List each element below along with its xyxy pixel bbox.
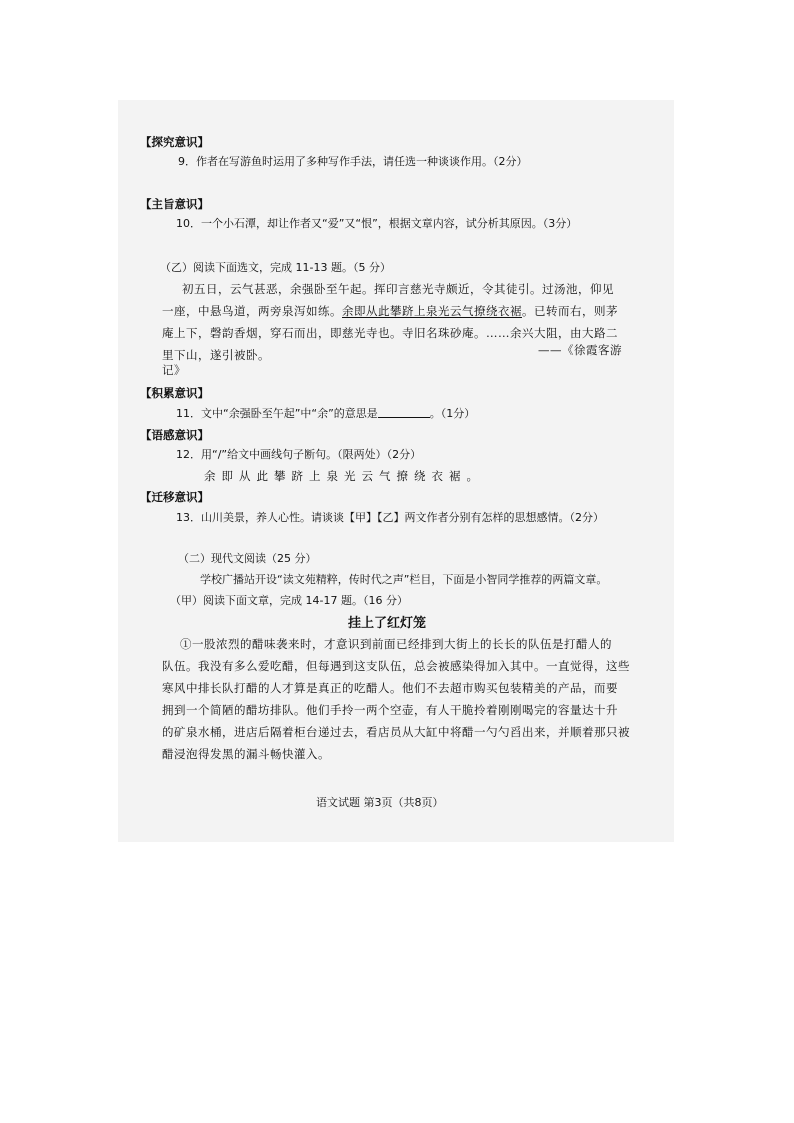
reading-yi-title: （乙）阅读下面选文，完成 11-13 题。（5 分） (160, 261, 391, 274)
question-11 (176, 406, 475, 422)
section-heading-yugan: 【语感意识】 (140, 428, 209, 442)
question-10: 10．一个小石潭，却让作者又“爱”又“恨”，根据文章内容，试分析其原因。（3分） (176, 217, 578, 230)
article-line-4: 拥到一个简陋的醋坊排队。他们手拎一两个空壶，有人干脆拎着刚刚喝完的容量达十升 (162, 703, 618, 717)
reading-jia-title: （甲）阅读下面文章，完成 14-17 题。（16 分） (170, 594, 408, 607)
passage-yi-line-2-pre: 一座，中悬鸟道，两旁泉泻如练。 (162, 304, 342, 318)
question-11-text: 11．文中“余强卧至午起”中“余”的意思是 (176, 407, 378, 420)
section-heading-qianyi: 【迁移意识】 (140, 490, 209, 504)
article-line-3: 寒风中排长队打醋的人才算是真正的吃醋人。他们不去超市购买包装精美的产品，而要 (162, 681, 618, 695)
modern-reading-heading: （二）现代文阅读（25 分） (178, 552, 317, 565)
question-9: 9．作者在写游鱼时运用了多种写作手法，请任选一种谈谈作用。（2分） (178, 155, 528, 168)
underlined-sentence: 余即从此攀跻上泉光云气撩绕衣裾 (342, 304, 522, 318)
passage-yi-line-2-post: 。已转而右，则茅 (522, 304, 618, 318)
passage-yi-source-a: ——《徐霞客游 (538, 343, 622, 357)
section-heading-tanjiu: 【探究意识】 (140, 135, 209, 149)
page-footer: 语文试题 第3页（共8页） (316, 796, 444, 809)
article-title: 挂上了红灯笼 (348, 616, 427, 631)
passage-yi-line-1: 初五日，云气甚恶，余强卧至午起。挥印言慈光寺颇近，令其徒引。过汤池，仰见 (182, 282, 614, 296)
question-12: 12．用“/”给文中画线句子断句。（限两处）（2分） (176, 448, 422, 461)
passage-yi-line-2 (162, 303, 618, 319)
passage-yi-line-4: 里下山，遂引被卧。 (162, 348, 270, 362)
question-12-sentence: 余即从此攀跻上泉光云气撩绕衣裾。 (204, 469, 484, 483)
article-line-5: 的矿泉水桶，进店后隔着柜台递过去，看店员从大缸中将醋一勺勺舀出来，并顺着那只被 (162, 725, 630, 739)
article-line-1: ①一股浓烈的醋味袭来时，才意识到前面已经排到大街上的长长的队伍是打醋人的 (180, 637, 612, 651)
passage-yi-line-3: 庵上下，磬韵香烟，穿石而出，即慈光寺也。寺旧名珠砂庵。……余兴大阻，由大路二 (162, 326, 618, 340)
scanned-sheet (118, 100, 674, 842)
question-13: 13．山川美景，养人心性。请谈谈【甲】【乙】两文作者分别有怎样的思想感情。（2分） (176, 511, 604, 524)
section-heading-jilei: 【积累意识】 (140, 386, 209, 400)
article-line-6: 醋浸泡得发黑的漏斗畅快灌入。 (162, 747, 330, 761)
question-11-points: 。（1分） (429, 407, 476, 420)
answer-blank[interactable] (378, 406, 430, 418)
modern-reading-intro: 学校广播站开设“读文苑精粹，传时代之声”栏目，下面是小智同学推荐的两篇文章。 (200, 573, 608, 586)
section-heading-zhuzhi: 【主旨意识】 (140, 197, 209, 211)
passage-yi-source-b: 记》 (162, 363, 186, 377)
article-line-2: 队伍。我没有多么爱吃醋，但每遇到这支队伍，总会被感染得加入其中。一直觉得，这些 (162, 659, 630, 673)
